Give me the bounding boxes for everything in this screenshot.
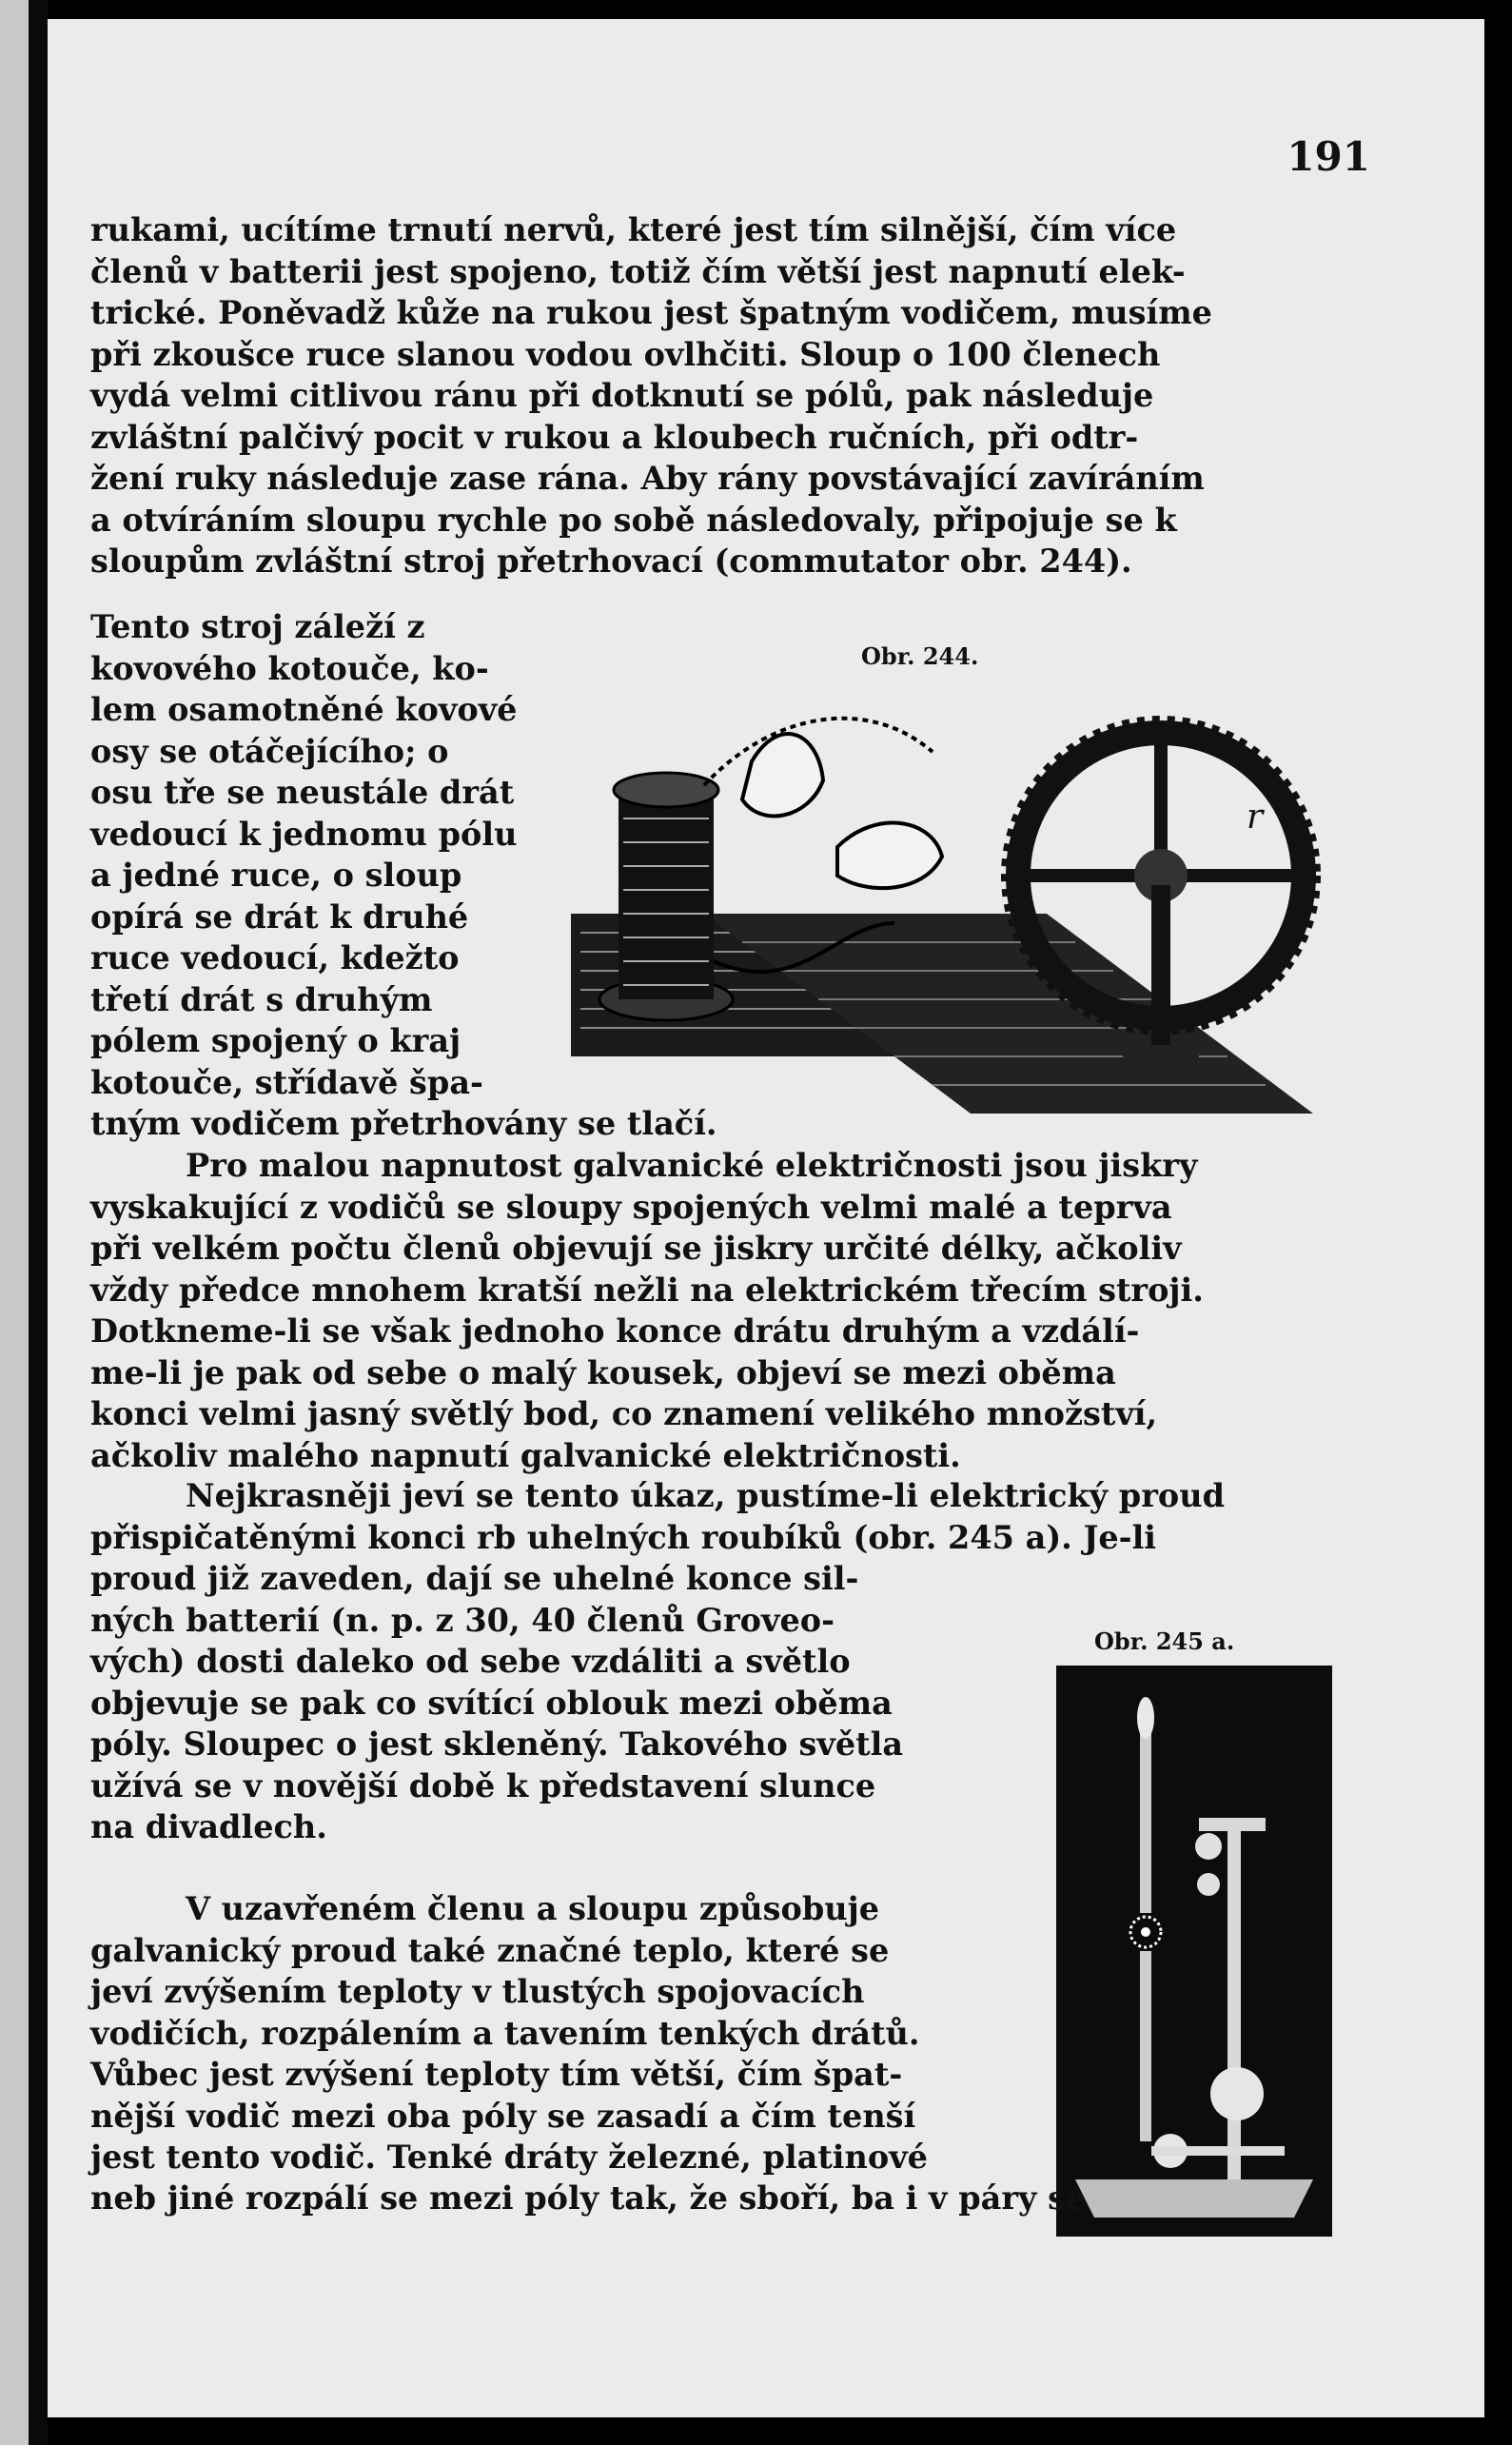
text-line: vedoucí k jednomu pólu — [90, 815, 518, 853]
text-line: osy se otáčejícího; o — [90, 732, 449, 770]
text-line: Dotkneme-li se však jednoho konce drátu druhým a vzdálí- — [90, 1312, 1140, 1350]
text-line: a otvíráním sloupu rychle po sobě následovaly, připojuje se k — [90, 501, 1177, 539]
text-line: vyskakující z vodičů se sloupy spojených velmi malé a teprva — [90, 1188, 1172, 1226]
text-line: póly. Sloupec o jest skleněný. Takového světla — [90, 1725, 904, 1763]
arc-point — [1141, 1927, 1150, 1937]
text-line: objevuje se pak co svítící oblouk mezi oběma — [90, 1684, 893, 1722]
text-line: neb jiné rozpálí se mezi póly tak, že sboří, ba i v páry se — [90, 2179, 1087, 2217]
text-line: ruce vedoucí, kdežto — [90, 939, 460, 976]
text-line: rukami, ucítíme trnutí nervů, které jest tím silnější, čím více — [90, 211, 1177, 248]
paragraph-3-narrow — [90, 1558, 1028, 1848]
text-line: Pro malou napnutost galvanické električnosti jsou jiskry — [186, 1147, 1198, 1184]
text-line: vodičích, rozpálením a tavením tenkých drátů. — [90, 2014, 920, 2052]
hand-right — [837, 823, 942, 889]
text-line: jeví zvýšením teploty v tlustých spojovacích — [90, 1973, 865, 2010]
lamp-bulb — [1210, 2067, 1264, 2120]
page-number: 191 — [1286, 133, 1370, 180]
text-line: na divadlech. — [90, 1808, 327, 1845]
text-line: tným vodičem přetrhovány se tlačí. — [90, 1105, 717, 1142]
text-line: opírá se drát k druhé — [90, 897, 469, 936]
text-line: ných batterií (n. p. z 30, 40 členů Groveo- — [90, 1601, 835, 1639]
lamp-base-bar — [1151, 2146, 1285, 2156]
paragraph-1-full — [90, 209, 1370, 582]
text-line: osu tře se neustále drát — [90, 774, 515, 811]
text-line: nější vodič mezi oba póly se zasadí a čím tenší — [90, 2097, 916, 2135]
rod-top-cap — [1137, 1697, 1154, 1739]
scan-page-edge — [29, 0, 48, 2445]
text-line: konci velmi jasný světlý bod, co znamení velikého množství, — [90, 1395, 1158, 1432]
text-line: vydá velmi citlivou ránu při dotknutí se pólů, pak následuje — [90, 377, 1154, 414]
text-line: Nejkrasněji jeví se tento úkaz, pustíme-li elektrický proud — [186, 1477, 1226, 1514]
text-line: Vůbec jest zvýšení teploty tím větší, čím špat- — [90, 2056, 903, 2093]
scan-margin-strip — [0, 0, 29, 2445]
text-line: Tento stroj záleží z — [90, 608, 425, 645]
text-line: třetí drát s druhým — [90, 980, 433, 1018]
text-line: přispičatěnými konci rb uhelných roubíků (obr. 245 a). Je-li — [90, 1518, 1157, 1556]
lamp-stand-rod — [1227, 1818, 1241, 2179]
figure-245a-arc-lamp — [1056, 1666, 1332, 2237]
lamp-knob-upper — [1195, 1833, 1222, 1860]
paragraph-2 — [90, 1145, 1370, 1476]
text-line: kovového kotouče, ko- — [90, 649, 489, 687]
figure-244-commutator — [552, 676, 1361, 1123]
carbon-rod-upper — [1140, 1723, 1151, 1913]
text-line: členů v batterii jest spojeno, totiž čím větší jest napnutí elek- — [90, 252, 1186, 290]
text-line: jest tento vodič. Tenké dráty železné, platinové — [90, 2139, 928, 2176]
text-line: ačkoliv malého napnutí galvanické električnosti. — [90, 1436, 961, 1474]
text-line: galvanický proud také značné teplo, které se — [90, 1931, 890, 1969]
paragraph-1-narrow — [90, 606, 566, 1103]
text-line: zvláštní palčivý pocit v rukou a kloubech ručních, při odtr- — [90, 418, 1139, 456]
text-line: lem osamotněné kovové — [90, 691, 518, 728]
text-line: trické. Poněvadž kůže na rukou jest špatným vodičem, musíme — [90, 294, 1212, 331]
text-line: pólem spojený o kraj — [90, 1022, 461, 1059]
text-line: vých) dosti daleko od sebe vzdáliti a světlo — [90, 1643, 851, 1680]
wheel-stand-base — [1123, 1045, 1199, 1068]
text-line: žení ruky následuje zase rána. Aby rány povstávající zavíráním — [90, 460, 1205, 497]
pile-column — [619, 790, 714, 999]
paragraph-3-full — [90, 1475, 1370, 1558]
figure-label-r: r — [1247, 798, 1264, 837]
text-line: proud již zaveden, dají se uhelné konce sil- — [90, 1560, 859, 1597]
paragraph-4-last — [90, 2178, 1370, 2219]
carbon-rod-lower — [1140, 1951, 1151, 2141]
text-line: vždy předce mnohem kratší nežli na elektrickém třecím stroji. — [90, 1271, 1204, 1309]
text-line: a jedné ruce, o sloup — [90, 857, 462, 894]
paragraph-4-narrow — [90, 1888, 1028, 2179]
figure-244-caption: Obr. 244. — [861, 642, 979, 670]
text-line: me-li je pak od sebe o malý kousek, objeví se mezi oběma — [90, 1353, 1116, 1391]
lamp-knob-mid — [1197, 1873, 1220, 1896]
pile-top — [614, 773, 718, 807]
text-line: kotouče, střídavě špa- — [90, 1063, 483, 1101]
text-line: při velkém počtu členů objevují se jiskry určité délky, ačkoliv — [90, 1230, 1182, 1267]
figure-245a-caption: Obr. 245 a. — [1094, 1627, 1235, 1655]
wheel-stand — [1151, 885, 1170, 1056]
text-line: užívá se v novější době k představení slunce — [90, 1766, 876, 1804]
text-line: sloupům zvláštní stroj přetrhovací (commutator obr. 244). — [90, 542, 1132, 580]
book-page — [48, 19, 1484, 2417]
text-line: při zkoušce ruce slanou vodou ovlhčiti. Sloup o 100 členech — [90, 335, 1161, 373]
lamp-arm — [1199, 1818, 1266, 1831]
text-line: V uzavřeném členu a sloupu způsobuje — [186, 1890, 880, 1927]
